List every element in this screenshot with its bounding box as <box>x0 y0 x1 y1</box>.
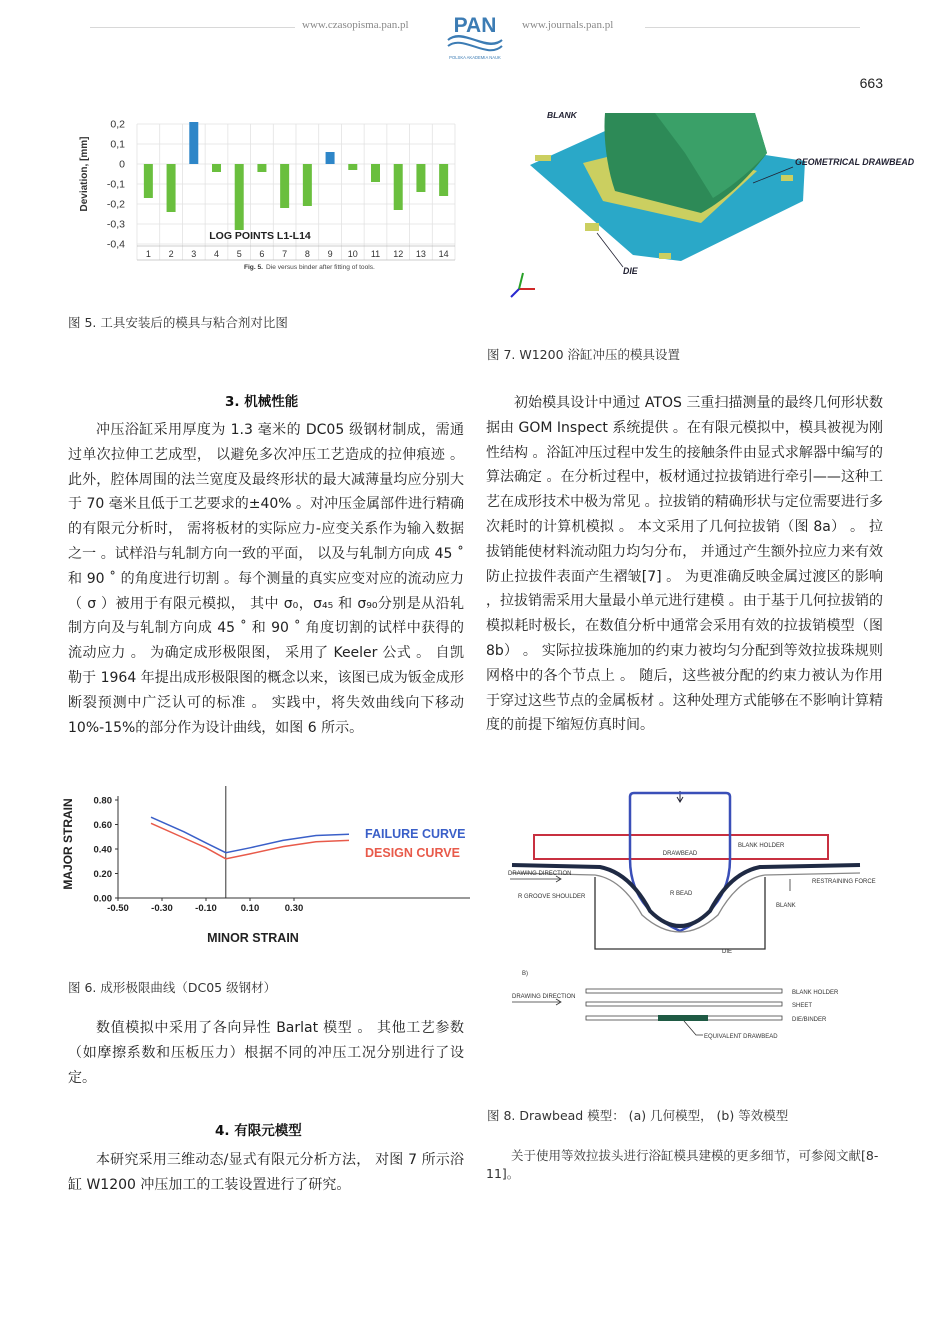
label-r-bead: R BEAD <box>670 891 693 897</box>
fig5-ytick-label: -0,3 <box>106 218 125 231</box>
fig6-xtick-label: -0.30 <box>151 903 173 914</box>
pan-logo-subtext: POLSKA AKADEMIA NAUK <box>449 55 501 60</box>
section4-paragraph: 本研究采用三维动态/显式有限元分析方法， 对图 7 所示浴缸 W1200 冲压加工的工装设置进行了研究。 <box>68 1152 464 1193</box>
fig5-inner-caption-text: Die versus binder after fitting of tools. <box>266 264 375 271</box>
legend-failure-curve: FAILURE CURVE <box>365 827 466 841</box>
fig6-ytick-label: 0.20 <box>93 869 112 880</box>
axis-triad-icon <box>511 273 535 297</box>
fig6-forming-limit-chart <box>60 786 472 952</box>
fig7-label-die: DIE <box>623 266 638 276</box>
label-restraining-force: RESTRAINING FORCE <box>812 879 876 885</box>
label-sheet: SHEET <box>792 1003 813 1009</box>
fig6-ytick-label: 0.00 <box>93 893 112 905</box>
fig6-xlabel: MINOR STRAIN <box>207 931 299 945</box>
fig5-bar <box>416 164 425 192</box>
reference-note: 关于使用等效拉拔头进行浴缸模具建模的更多细节，可参阅文献[8-11]。 <box>486 1148 879 1181</box>
fig5-xtick-label: 12 <box>393 249 404 259</box>
design-curve-line <box>151 823 349 859</box>
fig5-bar <box>303 164 312 206</box>
fig5-xtick-label: 6 <box>259 249 265 259</box>
fig6-ytick-label: 0.40 <box>93 844 112 856</box>
fig5-bar <box>167 164 176 212</box>
pan-logo-text: PAN <box>453 14 497 37</box>
label-b: B) <box>522 971 528 977</box>
fig5-bar <box>439 164 448 196</box>
fig5-inner-caption-bold: Fig. 5. <box>243 264 263 271</box>
fig5-bar <box>257 164 266 172</box>
legend-design-curve: DESIGN CURVE <box>365 846 460 860</box>
fig7-label-blank: BLANK <box>547 110 577 120</box>
fig5-xtick-label: 13 <box>415 249 426 259</box>
pan-logo <box>438 10 512 62</box>
fig5-xtick-label: 14 <box>438 249 449 259</box>
fig6-ylabel: MAJOR STRAIN <box>61 798 75 890</box>
fig6-xtick-label: -0.10 <box>195 903 217 914</box>
fig5-ytick-label: 0,2 <box>110 118 125 131</box>
equiv-drawbead <box>658 1015 708 1021</box>
fig6-caption: 图 6. 成形极限曲线（DC05 级钢材） <box>68 980 277 995</box>
failure-curve-line <box>151 817 349 853</box>
fig5-xtick-label: 11 <box>370 249 381 259</box>
fig5-ytick-label: 0 <box>119 158 125 171</box>
fig5-ylabel: Deviation, [mm] <box>79 136 90 212</box>
fig5-xtick-label: 2 <box>168 249 174 259</box>
right-column-paragraph: 初始模具设计中通过 ATOS 三重扫描测量的最终几何形状数据由 GOM Inspect 系统提供 。在有限元模拟中，模具被视为刚性结构 。浴缸冲压过程中发生的接触条件由显式求解器中编写的算法确定 。在分析过程中，板材通过拉拔销进行牵引——这种工艺在成形技术中极为常见 。拉拔销的精确形状与定位需要进行多次耗时的计算机模拟 。 本文采用了几何拉拔销（图 8a） 。 拉拔销能使材料流动阻力均匀分布， 并通过产生额外拉应力来有效防止拉拔件表面产生褶皱[7] 。 为更准确反映金属过渡区的影响 ，拉拔销需采用大量最小单元进行建模 。由于基于几何拉拔销的模拟耗时极长，在数值分析中通常会采用有效的拉拔销模型（图 8b） 。 实际拉拔珠施加的约束力被均匀分配到等效拉拔珠规则网格中的各个节点上 。 随后，这些被分配的约束力被认为作用于穿过这些节点的金属板材 。这种处理方式能够在不影响计算精度的前提下缩短仿真时间。 <box>486 395 883 734</box>
fig8-caption: 图 8. Drawbead 模型： (a) 几何模型， (b) 等效模型 <box>487 1108 789 1123</box>
fig6-xtick-label: 0.10 <box>240 903 260 914</box>
fig6-ytick-label: 0.60 <box>93 820 112 831</box>
header-url-right[interactable]: www.journals.pan.pl <box>522 19 614 31</box>
label-drawbead: DRAWBEAD <box>662 851 698 857</box>
header-url-left[interactable]: www.czasopisma.pan.pl <box>302 19 409 31</box>
equiv-blank-holder <box>586 989 782 993</box>
fig5-log-points-label: LOG POINTS L1-L14 <box>209 230 311 242</box>
section3-heading: 3. 机械性能 <box>225 394 299 410</box>
fig5-xtick-label: 5 <box>236 249 242 259</box>
barlat-paragraph: 数值模拟中采用了各向异性 Barlat 模型 。 其他工艺参数（如摩擦系数和压板压力）根据不同的冲压工况分别进行了设定。 <box>68 1020 464 1086</box>
fig5-bar <box>212 164 221 172</box>
fig5-xtick-label: 1 <box>145 249 151 259</box>
fig5-bar <box>371 164 380 182</box>
fig5-ytick-label: -0,1 <box>106 178 125 191</box>
fig6-xtick-label: -0.50 <box>107 903 129 914</box>
fig5-xtick-label: 8 <box>304 249 310 259</box>
label-equivalent-drawbead: EQUIVALENT DRAWBEAD <box>704 1034 778 1040</box>
fig5-bar <box>394 164 403 210</box>
header-rule-right <box>645 27 860 28</box>
label-die-binder: DIE/BINDER <box>792 1017 827 1023</box>
fig5-ytick-label: 0,1 <box>110 138 125 151</box>
fig8-drawbead-diagram <box>500 783 890 1045</box>
fig5-ytick-label: -0,4 <box>106 238 125 251</box>
fig5-xtick-label: 3 <box>191 249 197 259</box>
fig5-bar <box>326 152 335 164</box>
fig5-caption: 图 5. 工具安装后的模具与粘合剂对比图 <box>68 315 288 330</box>
fig5-bar-chart <box>75 108 463 276</box>
fig5-bar <box>235 164 244 230</box>
fig5-ytick-label: -0,2 <box>106 198 125 211</box>
fig5-bar <box>144 164 153 198</box>
fig5-xtick-label: 10 <box>347 249 358 259</box>
equiv-sheet <box>586 1002 782 1006</box>
fig5-bar <box>189 122 198 164</box>
label-blank-holder: BLANK HOLDER <box>738 843 785 849</box>
label-die: DIE <box>722 949 733 955</box>
fig6-xtick-label: 0.30 <box>284 903 304 914</box>
label-blank-holder-b: BLANK HOLDER <box>792 990 839 996</box>
fig5-xtick-label: 4 <box>213 249 220 259</box>
label-drawing-direction: DRAWING DIRECTION <box>508 871 572 877</box>
page-number: 663 <box>859 75 883 91</box>
fig5-xtick-label: 7 <box>282 249 288 259</box>
label-blank: BLANK <box>776 903 796 909</box>
fig7-caption: 图 7. W1200 浴缸冲压的模具设置 <box>487 347 681 362</box>
fig5-bar <box>348 164 357 170</box>
section4-heading: 4. 有限元模型 <box>215 1123 302 1139</box>
label-r-groove-shoulder: R GROOVE SHOULDER <box>518 894 586 900</box>
section3-paragraph: 冲压浴缸采用厚度为 1.3 毫米的 DC05 级钢材制成，需通过单次拉伸工艺成型， 以避免多次冲压工艺造成的拉伸痕迹 。此外，腔体周围的法兰宽度及最终形状的最大减薄量均应分别大于 70 毫米且低于工艺要求的±40% 。对冲压金属部件进行精确的有限元分析时， 需将板材的实际应力-应变关系作为输入数据之一 。试样沿与轧制方向一致的平面， 以及与轧制方向成 45 ˚ 和 90 ˚ 的角度进行切割 。每个测量的真实应变对应的流动应力 （ σ ）被用于有限元模拟， 其中 σ₀，σ₄₅ 和 σ₉₀分别是从沿轧制方向及与轧制方向成 45 ˚ 和 90 ˚ 角度切割的试样中获得的流动应力 。 为确定成形极限图， 采用了 Keeler 公式 。 自凯勒于 1964 年提出成形极限图的概念以来，该图已成为钣金成形断裂预测中广泛认可的标准 。 实践中，将失效曲线向下移动 10%-15%的部分作为设计曲线，如图 6 所示。 <box>68 422 465 736</box>
header-rule-left <box>90 27 295 28</box>
fig7-label-drawbead: GEOMETRICAL DRAWBEAD <box>795 157 915 167</box>
label-drawing-direction-b: DRAWING DIRECTION <box>512 994 576 1000</box>
fig5-xtick-label: 9 <box>327 249 333 259</box>
fig5-bar <box>280 164 289 208</box>
fig6-ytick-label: 0.80 <box>93 795 112 807</box>
fig7-die-setup-illustration <box>505 110 915 301</box>
